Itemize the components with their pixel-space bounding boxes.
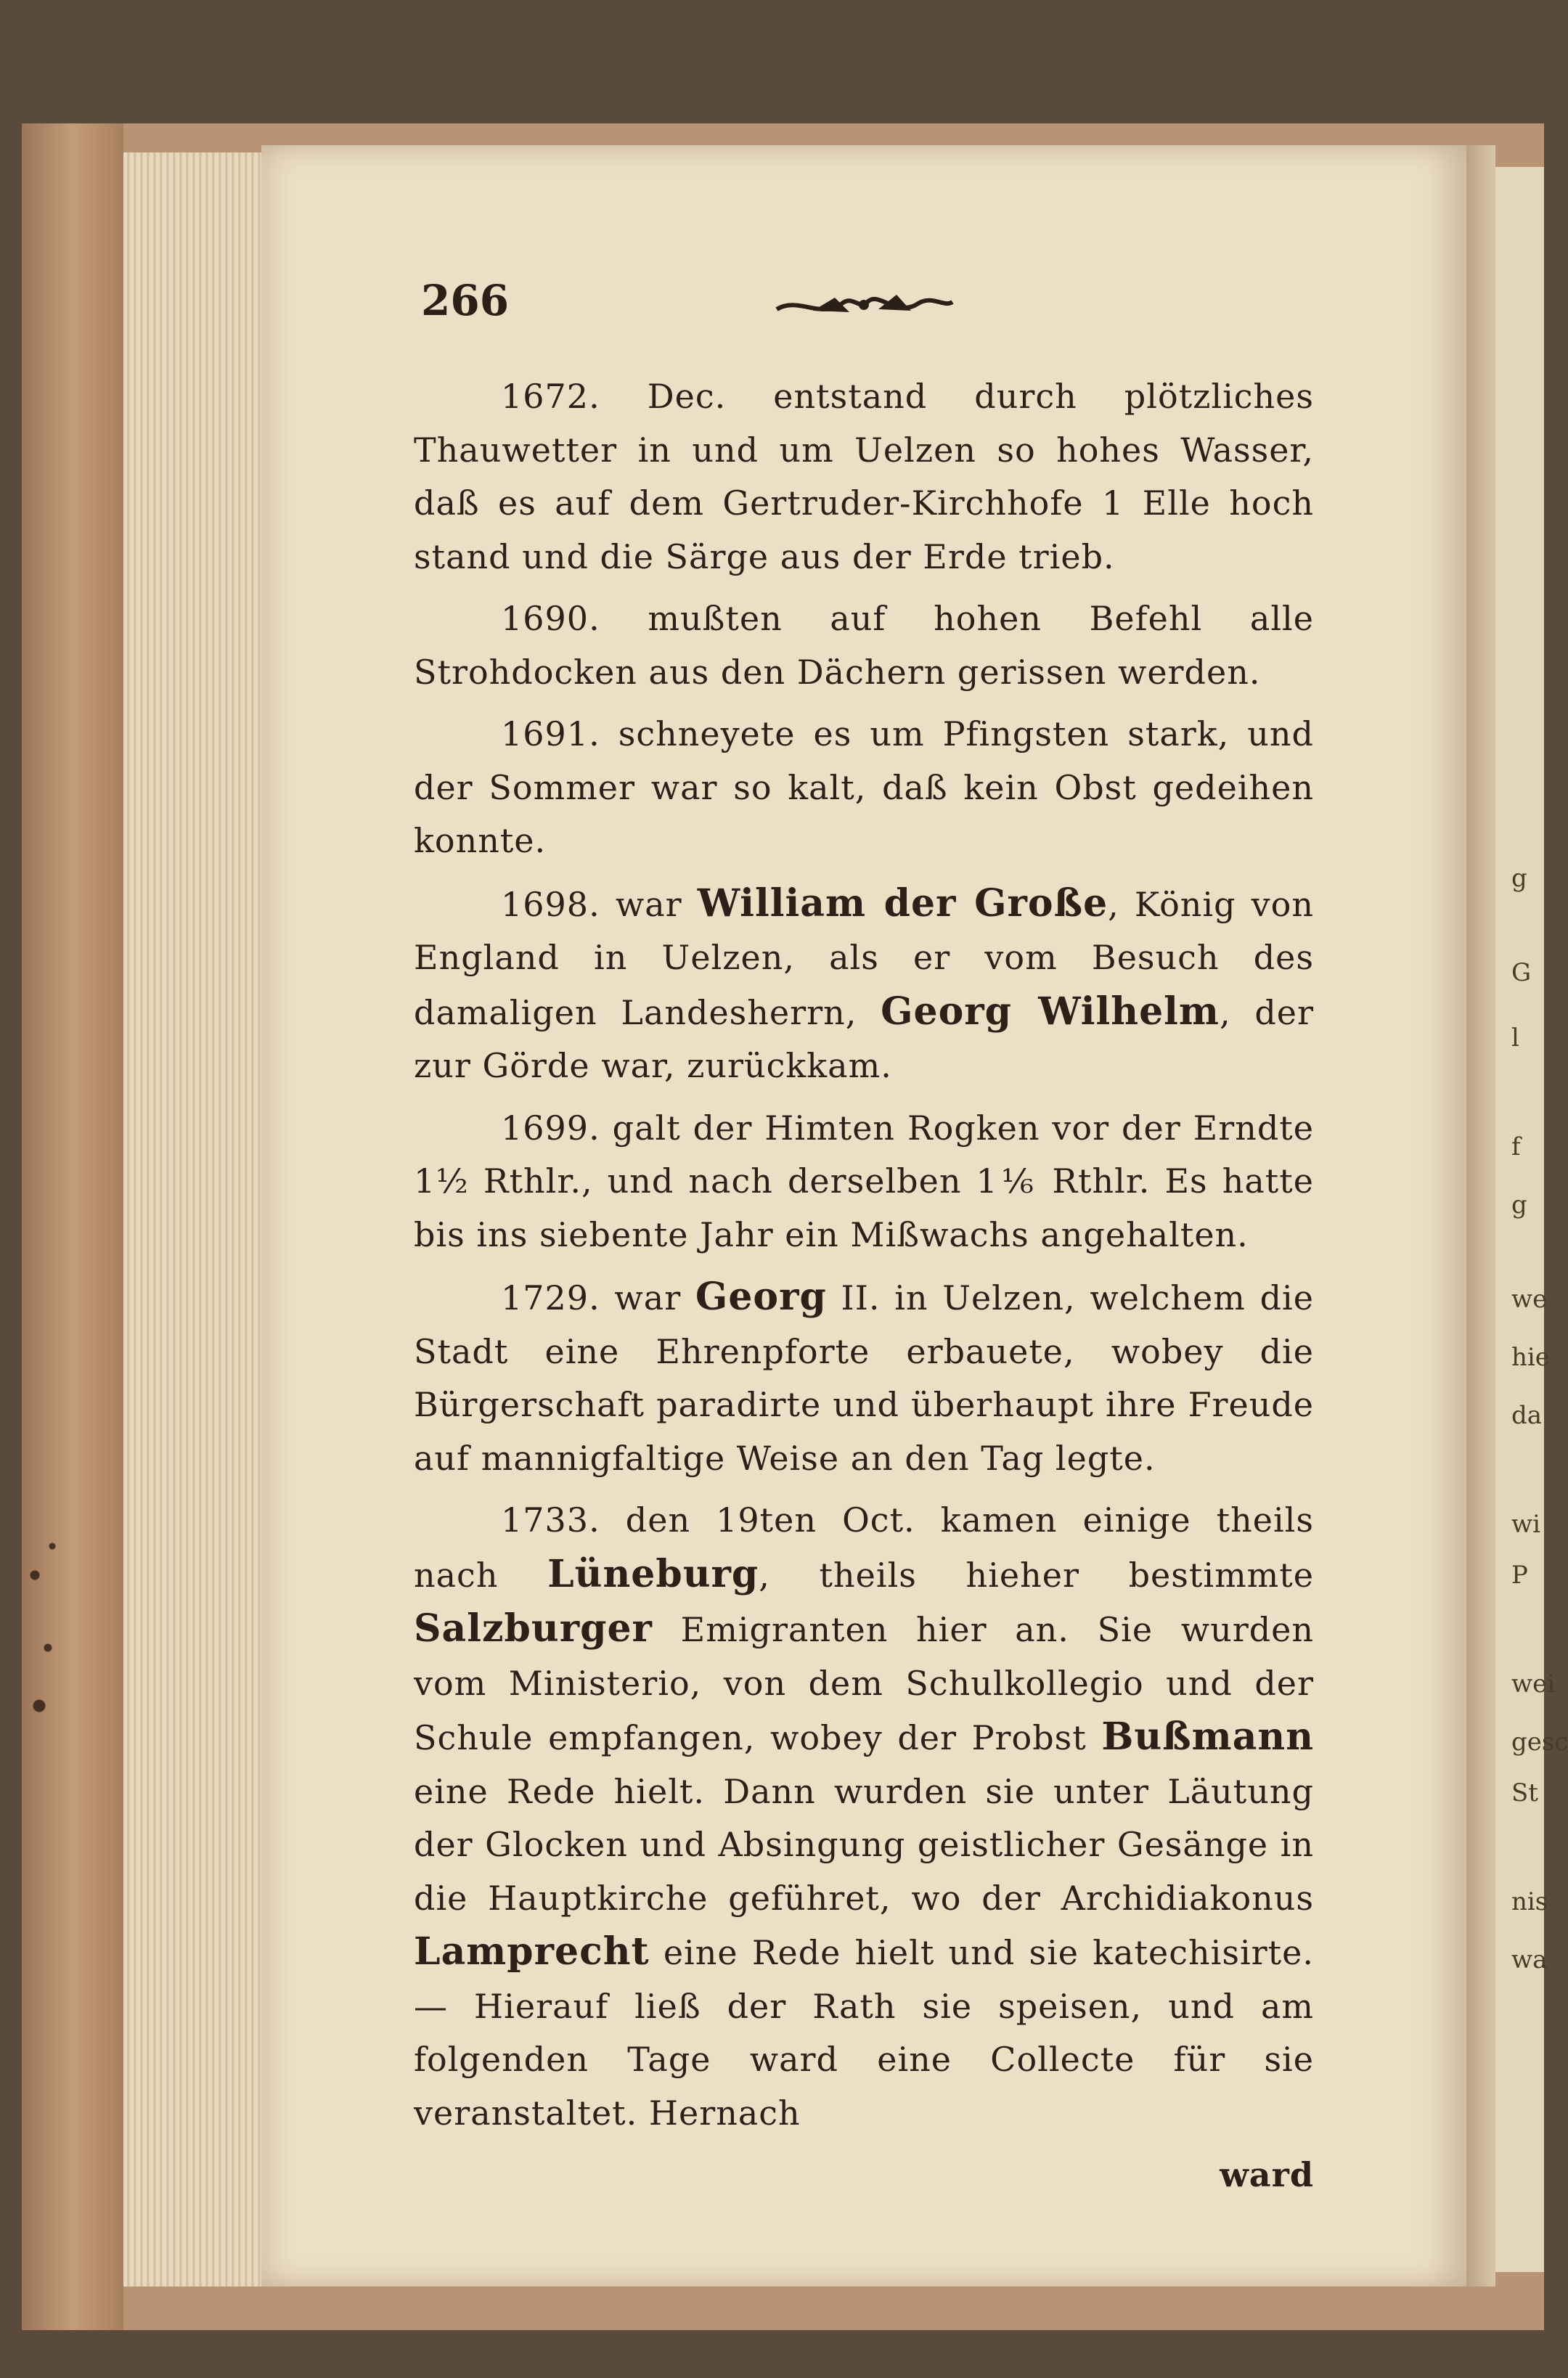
fragment: wei bbox=[1511, 1670, 1556, 1699]
fragment: G bbox=[1511, 958, 1532, 987]
fragment: g bbox=[1511, 864, 1527, 893]
facing-page-text-fragments bbox=[1510, 0, 1568, 2378]
fragment: da bbox=[1511, 1401, 1543, 1430]
book-cover-edge bbox=[22, 123, 123, 2330]
name-william: William der Große bbox=[697, 880, 1108, 926]
page-number: 266 bbox=[421, 276, 510, 325]
chronicle-entry-1733: 1733. den 19ten Oct. kamen einige theils nach Lüneburg, theils hieher bestimmte Salzburger Emigranten hier an. Sie wurden vom Ministerio, von dem Schulkollegio und der Schule empfangen, wobey der Probst Bußmann eine Rede hielt. Dann wurden sie unter Läutung der Glocken und Absingung geistlicher Gesänge in die Hauptkirche geführet, wo der Archidiakonus Lamprecht eine Rede hielt und sie katechisirte. — Hierauf ließ der Rath sie speisen, und am folgenden Tage ward eine Collecte für sie veranstaltet. Hernach bbox=[414, 1500, 1315, 2133]
ornament-icon bbox=[769, 282, 958, 325]
name-georg: Georg bbox=[695, 1275, 827, 1319]
chronicle-entry-1690: 1690. mußten auf hohen Befehl alle Strohdocken aus den Dächern gerissen werden. bbox=[414, 599, 1314, 692]
catchword: ward bbox=[1220, 2155, 1314, 2194]
fragment: P bbox=[1511, 1561, 1528, 1590]
fragment: we bbox=[1511, 1285, 1548, 1314]
page-header bbox=[421, 276, 1292, 341]
name-georg-wilhelm: Georg Wilhelm bbox=[881, 989, 1220, 1034]
name-lueneburg: Lüneburg bbox=[547, 1551, 759, 1596]
fragment: hie bbox=[1511, 1343, 1550, 1372]
page-edges bbox=[123, 152, 261, 2287]
chronicle-entry-1672: 1672. Dec. entstand durch plötzliches Thauwetter in und um Uelzen so hohes Wasser, daß es auf dem Gertruder-Kirchhofe 1 Elle hoch stand und die Särge aus der Erde trieb. bbox=[414, 377, 1314, 576]
name-lamprecht: Lamprecht bbox=[414, 1929, 650, 1974]
chronicle-entry-1699: 1699. galt der Himten Rogken vor der Erndte 1½ Rthlr., und nach derselben 1⅙ Rthlr. Es hatte bis ins siebente Jahr ein Mißwachs angehalten. bbox=[414, 1108, 1314, 1254]
chronicle-entry-1691: 1691. schneyete es um Pfingsten stark, und der Sommer war so kalt, daß kein Obst gedeihen konnte. bbox=[414, 714, 1314, 860]
name-salzburger: Salzburger bbox=[414, 1606, 653, 1651]
book-gutter bbox=[1466, 145, 1495, 2287]
fragment: wa bbox=[1511, 1945, 1548, 1974]
fragment: f bbox=[1511, 1132, 1521, 1161]
chronicle-entry-1698: 1698. war William der Große, König von England in Uelzen, als er vom Besuch des damaligen Landesherrn, Georg Wilhelm, der zur Görde war, zurückkam. bbox=[414, 880, 1314, 1085]
name-bussmann: Bußmann bbox=[1101, 1715, 1314, 1759]
fragment: l bbox=[1511, 1023, 1519, 1053]
fragment: St bbox=[1511, 1778, 1538, 1807]
fragment: nis bbox=[1511, 1887, 1548, 1916]
fragment: gesc bbox=[1511, 1728, 1568, 1757]
chronicle-entry-1729: 1729. war Georg II. in Uelzen, welchem die Stadt eine Ehrenpforte erbauete, wobey die Bürgerschaft paradirte und überhaupt ihre Freude auf mannigfaltige Weise an den Tag legte. bbox=[414, 1275, 1314, 1478]
page-text bbox=[414, 370, 1314, 2211]
fragment: wi bbox=[1511, 1510, 1540, 1539]
ink-stains bbox=[22, 1488, 65, 1778]
fragment: g bbox=[1511, 1190, 1527, 1219]
